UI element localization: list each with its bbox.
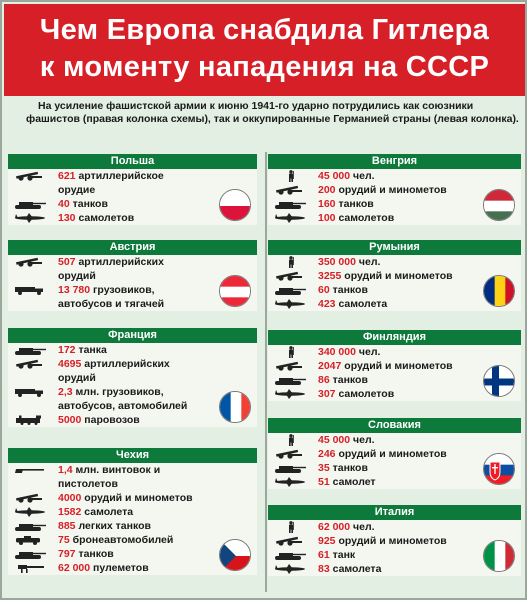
stat-row bbox=[268, 183, 521, 197]
stat-number: 885 bbox=[58, 520, 76, 532]
stat-label: орудий и минометов bbox=[81, 492, 193, 504]
stat-row bbox=[8, 413, 257, 427]
stat-label: орудий и минометов bbox=[335, 184, 447, 196]
stat-label: млн. винтовок и bbox=[72, 464, 161, 476]
stat-number: 13 780 bbox=[58, 284, 91, 296]
stat-label: паровозов bbox=[81, 414, 140, 426]
page-title bbox=[4, 4, 525, 96]
stat-number: 3255 bbox=[318, 270, 342, 282]
country-panel bbox=[268, 240, 521, 311]
stat-row bbox=[268, 475, 521, 489]
stat-number: 45 000 bbox=[318, 434, 351, 446]
stat-text bbox=[318, 283, 368, 297]
tank-icon bbox=[12, 345, 48, 355]
stat-number: 2047 bbox=[318, 360, 342, 372]
stat-text bbox=[318, 269, 453, 283]
artillery-icon bbox=[12, 493, 48, 503]
stat-number: 172 bbox=[58, 344, 76, 356]
stat-row bbox=[268, 169, 521, 183]
country-panel bbox=[8, 328, 257, 427]
stat-label: самолет bbox=[329, 476, 376, 488]
stat-label: танков bbox=[329, 374, 368, 386]
machine-gun-icon bbox=[12, 563, 48, 573]
stat-number: 35 bbox=[318, 462, 330, 474]
artillery-icon bbox=[12, 171, 48, 181]
finland-flag bbox=[483, 365, 515, 397]
stat-number: 62 000 bbox=[58, 562, 91, 574]
stat-label: танков bbox=[69, 198, 108, 210]
stat-number: 83 bbox=[318, 563, 330, 575]
stat-text bbox=[58, 211, 134, 225]
stat-row bbox=[8, 491, 257, 505]
stat-label-continuation: орудий bbox=[58, 270, 96, 282]
stat-text bbox=[58, 561, 149, 575]
stat-label: самолета bbox=[335, 298, 388, 310]
stat-label: танков bbox=[335, 198, 374, 210]
stat-text bbox=[58, 169, 164, 183]
stat-text bbox=[58, 505, 133, 519]
stat-label: бронеавтомобилей bbox=[69, 534, 174, 546]
stat-label: млн. грузовиков, bbox=[72, 386, 164, 398]
stat-row bbox=[268, 269, 521, 283]
stat-label: самолетов bbox=[75, 212, 135, 224]
stat-label-continuation: автобусов, автомобилей bbox=[58, 400, 188, 412]
stat-number: 75 bbox=[58, 534, 70, 546]
artillery-icon bbox=[12, 359, 48, 369]
stat-row bbox=[268, 359, 521, 373]
stat-text bbox=[318, 433, 375, 447]
stat-text bbox=[318, 534, 447, 548]
stat-label: орудий и минометов bbox=[341, 360, 453, 372]
soldier-icon bbox=[286, 256, 296, 268]
stat-text bbox=[58, 491, 193, 505]
country-name: Польша bbox=[8, 154, 257, 169]
title-line-1: Чем Европа снабдила Гитлера bbox=[39, 14, 490, 46]
soldier-icon bbox=[286, 346, 296, 358]
tank-icon bbox=[272, 285, 308, 295]
stat-label-continuation: пистолетов bbox=[58, 478, 118, 490]
intro-text: На усиление фашистской армии к июню 1941-го ударно потрудились как союзники фашистов (правая колонка схемы), так и оккупированные Германией страны (левая колонка). bbox=[26, 100, 519, 125]
stat-row bbox=[268, 562, 521, 576]
country-panel bbox=[268, 154, 521, 225]
hungary-flag bbox=[483, 189, 515, 221]
stat-number: 350 000 bbox=[318, 256, 356, 268]
stat-text bbox=[318, 548, 355, 562]
tank-icon bbox=[12, 199, 48, 209]
stat-number: 100 bbox=[318, 212, 336, 224]
stat-label: пулеметов bbox=[90, 562, 149, 574]
artillery-icon bbox=[272, 271, 308, 281]
stat-label: орудий и минометов bbox=[341, 270, 453, 282]
country-panel bbox=[8, 448, 257, 575]
stat-label-continuation: орудие bbox=[58, 184, 96, 196]
stat-text bbox=[318, 183, 447, 197]
stat-number: 4695 bbox=[58, 358, 82, 370]
stat-row bbox=[8, 463, 257, 477]
stat-label: легких танков bbox=[75, 520, 151, 532]
stat-text bbox=[318, 520, 375, 534]
stat-label: орудий и минометов bbox=[335, 535, 447, 547]
artillery-icon bbox=[12, 257, 48, 267]
stat-row bbox=[268, 534, 521, 548]
plane-icon bbox=[272, 213, 308, 223]
stat-text bbox=[58, 343, 107, 357]
stat-number: 340 000 bbox=[318, 346, 356, 358]
stat-row bbox=[268, 255, 521, 269]
tank-icon bbox=[272, 550, 308, 560]
stat-label: артиллерийское bbox=[75, 170, 164, 182]
stat-number: 307 bbox=[318, 388, 336, 400]
tank-icon bbox=[272, 375, 308, 385]
stat-label-continuation: орудий bbox=[58, 372, 96, 384]
stat-row bbox=[268, 211, 521, 225]
country-name: Венгрия bbox=[268, 154, 521, 169]
plane-icon bbox=[12, 213, 48, 223]
stat-text bbox=[58, 385, 164, 399]
poland-flag bbox=[219, 189, 251, 221]
stat-label: самолетов bbox=[335, 212, 395, 224]
stat-label: танка bbox=[75, 344, 107, 356]
stat-row bbox=[268, 447, 521, 461]
plane-icon bbox=[272, 389, 308, 399]
artillery-icon bbox=[272, 361, 308, 371]
tank-icon bbox=[272, 199, 308, 209]
stat-text bbox=[318, 461, 368, 475]
stat-row bbox=[8, 357, 257, 371]
country-name: Финляндия bbox=[268, 330, 521, 345]
stat-number: 2,3 bbox=[58, 386, 73, 398]
stat-label: чел. bbox=[355, 256, 381, 268]
stat-text bbox=[58, 197, 108, 211]
country-name: Франция bbox=[8, 328, 257, 343]
stat-label: танков bbox=[329, 284, 368, 296]
stat-text bbox=[318, 211, 394, 225]
stat-text bbox=[58, 547, 114, 561]
truck-icon bbox=[12, 387, 48, 397]
plane-icon bbox=[272, 564, 308, 574]
stat-text bbox=[318, 169, 375, 183]
stat-text bbox=[318, 255, 380, 269]
italy-flag bbox=[483, 540, 515, 572]
stat-text bbox=[318, 387, 394, 401]
stat-label: артиллерийских bbox=[75, 256, 164, 268]
locomotive-icon bbox=[12, 415, 48, 425]
stat-number: 40 bbox=[58, 198, 70, 210]
stat-label: самолетов bbox=[335, 388, 395, 400]
stat-label: артиллерийских bbox=[81, 358, 170, 370]
stat-number: 797 bbox=[58, 548, 76, 560]
france-flag bbox=[219, 391, 251, 423]
soldier-icon bbox=[286, 170, 296, 182]
stat-number: 4000 bbox=[58, 492, 82, 504]
plane-icon bbox=[272, 299, 308, 309]
slovakia-flag bbox=[483, 453, 515, 485]
title-line-2: к моменту нападения на СССР bbox=[39, 51, 490, 83]
stat-number: 423 bbox=[318, 298, 336, 310]
stat-row bbox=[268, 345, 521, 359]
artillery-icon bbox=[272, 536, 308, 546]
tank-icon bbox=[12, 549, 48, 559]
stat-label: чел. bbox=[355, 346, 381, 358]
country-name: Австрия bbox=[8, 240, 257, 255]
stat-label: танк bbox=[329, 549, 356, 561]
stat-row bbox=[268, 520, 521, 534]
stat-number: 1582 bbox=[58, 506, 82, 518]
stat-number: 200 bbox=[318, 184, 336, 196]
stat-number: 130 bbox=[58, 212, 76, 224]
stat-row bbox=[8, 385, 257, 399]
stat-number: 45 000 bbox=[318, 170, 351, 182]
stat-number: 925 bbox=[318, 535, 336, 547]
soldier-icon bbox=[286, 434, 296, 446]
czech-flag bbox=[219, 539, 251, 571]
stat-number: 62 000 bbox=[318, 521, 351, 533]
stat-text bbox=[318, 297, 387, 311]
artillery-icon bbox=[272, 185, 308, 195]
stat-number: 61 bbox=[318, 549, 330, 561]
country-name: Румыния bbox=[268, 240, 521, 255]
stat-label: чел. bbox=[350, 170, 375, 182]
stat-number: 5000 bbox=[58, 414, 82, 426]
stat-text bbox=[58, 413, 140, 427]
country-panel bbox=[8, 154, 257, 225]
tank-icon bbox=[12, 521, 48, 531]
stat-number: 1,4 bbox=[58, 464, 73, 476]
stat-text bbox=[318, 447, 447, 461]
stat-label: танков bbox=[75, 548, 114, 560]
stat-row bbox=[8, 561, 257, 575]
stat-row bbox=[8, 343, 257, 357]
stat-row bbox=[8, 169, 257, 183]
stat-row bbox=[8, 255, 257, 269]
stat-number: 51 bbox=[318, 476, 330, 488]
romania-flag bbox=[483, 275, 515, 307]
stat-row bbox=[8, 211, 257, 225]
armored-car-icon bbox=[12, 535, 48, 545]
country-name: Словакия bbox=[268, 418, 521, 433]
stat-text bbox=[58, 283, 155, 297]
plane-icon bbox=[272, 477, 308, 487]
country-panel bbox=[268, 505, 521, 576]
stat-number: 507 bbox=[58, 256, 76, 268]
stat-label: чел. bbox=[350, 434, 375, 446]
column-divider bbox=[265, 152, 267, 592]
stat-row bbox=[268, 297, 521, 311]
stat-number: 621 bbox=[58, 170, 76, 182]
stat-label: грузовиков, bbox=[90, 284, 155, 296]
artillery-icon bbox=[272, 449, 308, 459]
stat-label: чел. bbox=[350, 521, 375, 533]
stat-text bbox=[318, 373, 368, 387]
stat-row bbox=[8, 519, 257, 533]
stat-row bbox=[8, 533, 257, 547]
stat-number: 60 bbox=[318, 284, 330, 296]
stat-label: орудий и минометов bbox=[335, 448, 447, 460]
stat-text bbox=[318, 359, 453, 373]
plane-icon bbox=[12, 507, 48, 517]
austria-flag bbox=[219, 275, 251, 307]
country-panel bbox=[268, 418, 521, 489]
stat-number: 246 bbox=[318, 448, 336, 460]
country-panel bbox=[8, 240, 257, 311]
stat-row bbox=[8, 505, 257, 519]
country-name: Чехия bbox=[8, 448, 257, 463]
rifle-icon bbox=[12, 465, 48, 475]
stat-label: самолета bbox=[329, 563, 382, 575]
tank-icon bbox=[272, 463, 308, 473]
stat-row bbox=[268, 387, 521, 401]
stat-label-continuation: автобусов и тягачей bbox=[58, 298, 165, 310]
stat-text bbox=[58, 533, 173, 547]
stat-label: самолета bbox=[81, 506, 134, 518]
stat-text bbox=[58, 255, 164, 269]
stat-text bbox=[318, 562, 381, 576]
soldier-icon bbox=[286, 521, 296, 533]
stat-label: танков bbox=[329, 462, 368, 474]
country-panel bbox=[268, 330, 521, 401]
stat-text bbox=[318, 197, 374, 211]
stat-text bbox=[58, 519, 151, 533]
stat-text bbox=[58, 357, 170, 371]
stat-number: 86 bbox=[318, 374, 330, 386]
stat-text bbox=[318, 345, 380, 359]
stat-row bbox=[268, 433, 521, 447]
truck-icon bbox=[12, 285, 48, 295]
stat-text bbox=[58, 463, 160, 477]
stat-number: 160 bbox=[318, 198, 336, 210]
stat-text bbox=[318, 475, 376, 489]
country-name: Италия bbox=[268, 505, 521, 520]
